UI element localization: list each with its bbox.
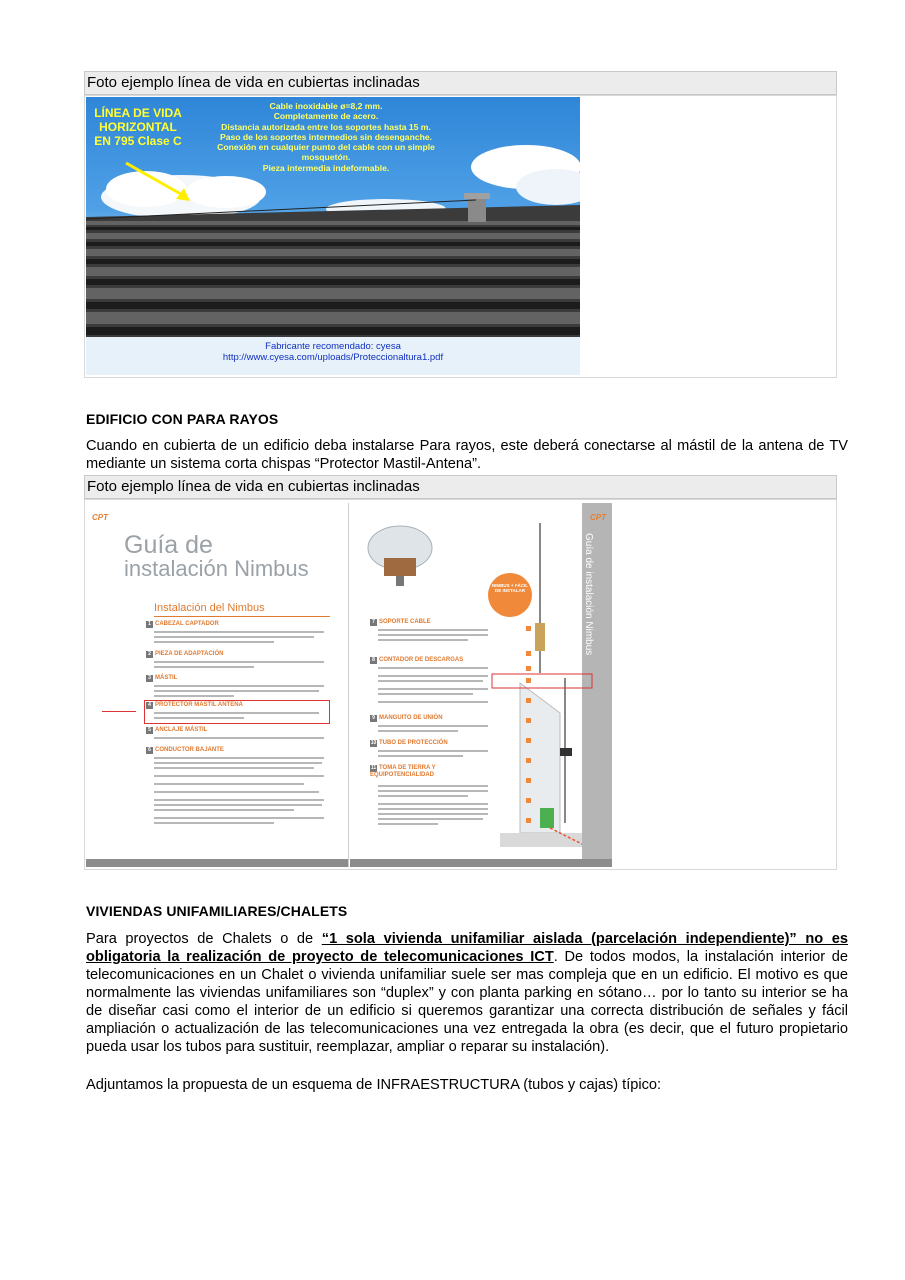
page-footer-bar — [86, 859, 348, 867]
section-paragraph-infrastructure: Adjuntamos la propuesta de un esquema de INFRAESTRUCTURA (tubos y cajas) típico: — [86, 1077, 662, 1093]
text-placeholder — [378, 629, 488, 631]
section-paragraph-chalets — [86, 930, 848, 1056]
text-placeholder — [378, 680, 483, 682]
text-placeholder — [154, 799, 324, 801]
section-label: MANGUITO DE UNIÓN — [379, 715, 443, 721]
text-placeholder — [154, 804, 322, 806]
brochure-subtitle: Instalación del Nimbus — [154, 602, 265, 614]
text-placeholder — [378, 730, 458, 732]
text-placeholder — [378, 795, 468, 797]
text-placeholder — [154, 695, 234, 697]
arrow-line — [102, 711, 136, 712]
brochure-section — [146, 747, 224, 754]
text-placeholder — [378, 785, 488, 787]
section-label: TUBO DE PROTECCIÓN — [379, 740, 448, 746]
lifeline-label-line: LÍNEA DE VIDA — [94, 106, 182, 120]
guide-title-line: Guía de — [124, 531, 213, 559]
nimbus-badge: NIMBUS + FÁCIL DE INSTALAR — [491, 583, 529, 593]
guide-title — [124, 533, 309, 581]
section-label: SOPORTE CABLE — [379, 619, 431, 625]
text-placeholder — [154, 791, 319, 793]
section-number: 10 — [370, 740, 377, 746]
paragraph-text: Para proyectos de Chalets o de — [86, 931, 322, 947]
brochure-section — [370, 657, 463, 664]
paragraph-text: . De todos modos, la instalación interior de telecomunicaciones en un Chalet o vivienda unifamiliar suele ser mas compleja que en un edificio. El motivo es que normalmente las viviendas unifamiliares son “duplex” y con planta parking en sótano… por lo tanto su interior se ha de diseñar casi como el interior de un edificio si queremos garantizar una correcta distribución de señales y fácil ampliación o actualización de las telecomunicaciones una vez entregada la obra (es decir, que el futuro propietario pueda usar los tubos para sustituir, reemplazar, ampliar o reparar su instalación). — [86, 949, 848, 1055]
spec-line: mosquetón. — [301, 152, 351, 163]
brochure-section — [370, 619, 431, 626]
roof-lifeline-photo — [86, 97, 580, 375]
text-placeholder — [378, 701, 488, 703]
text-placeholder — [378, 813, 488, 815]
section-label: PIEZA DE ADAPTACIÓN — [155, 651, 224, 657]
brochure-section — [146, 675, 177, 682]
section-number: 1 — [146, 621, 153, 628]
text-placeholder — [154, 631, 324, 633]
lifeline-label-line: HORIZONTAL — [99, 120, 177, 134]
text-placeholder — [378, 750, 488, 752]
text-placeholder — [154, 690, 319, 692]
section-number: 4 — [146, 702, 153, 709]
cpt-logo: CPT — [590, 513, 606, 522]
section-label: MÁSTIL — [155, 675, 178, 681]
caption-text: Foto ejemplo línea de vida en cubiertas inclinadas — [87, 478, 420, 495]
text-placeholder — [378, 688, 488, 690]
manufacturer-line: Fabricante recomendado: cyesa — [265, 341, 401, 352]
text-placeholder — [154, 685, 324, 687]
text-placeholder — [378, 818, 483, 820]
text-placeholder — [154, 636, 314, 638]
text-placeholder — [378, 755, 463, 757]
spec-line: Paso de los soportes intermedios sin desenganche. — [219, 131, 433, 142]
text-placeholder — [378, 634, 488, 636]
figure-caption-1 — [84, 71, 837, 95]
spec-line: Completamente de acero. — [273, 111, 379, 122]
section-label: CONDUCTOR BAJANTE — [155, 747, 224, 753]
brochure-page-left — [86, 503, 349, 867]
section-number: 7 — [370, 619, 377, 626]
cpt-logo: CPT — [92, 513, 108, 522]
section-label: CONTADOR DE DESCARGAS — [379, 657, 464, 663]
text-placeholder — [154, 661, 324, 663]
brochure-section — [370, 740, 448, 747]
text-placeholder — [154, 757, 324, 759]
section-number: 11 — [370, 765, 377, 771]
text-placeholder — [378, 667, 488, 669]
section-label: PROTECTOR MÁSTIL ANTENA — [155, 702, 243, 708]
brochure-section — [370, 715, 443, 722]
section-number: 3 — [146, 675, 153, 682]
section-heading-lightning: EDIFICIO CON PARA RAYOS — [86, 411, 279, 427]
cable-specs — [206, 101, 446, 173]
spec-line: Pieza intermedia indeformable. — [262, 162, 390, 173]
text-placeholder — [378, 790, 488, 792]
figure-caption-2 — [84, 475, 837, 499]
text-placeholder — [154, 666, 254, 668]
text-placeholder — [154, 783, 304, 785]
lifeline-label — [90, 106, 186, 148]
text-placeholder — [154, 775, 324, 777]
text-placeholder — [378, 808, 488, 810]
brochure-section — [146, 651, 223, 658]
text-placeholder — [154, 712, 319, 714]
text-placeholder — [378, 693, 473, 695]
manufacturer-url[interactable]: http://www.cyesa.com/uploads/Proteccionaltura1.pdf — [222, 352, 444, 363]
text-placeholder — [154, 809, 294, 811]
brochure-section — [370, 765, 490, 778]
manufacturer-info — [86, 341, 580, 363]
section-number: 2 — [146, 651, 153, 658]
text-placeholder — [378, 675, 488, 677]
section-number: 9 — [370, 715, 377, 722]
text-placeholder — [154, 641, 274, 643]
divider — [154, 616, 330, 617]
spec-line: Conexión en cualquier punto del cable con un simple — [217, 142, 435, 153]
section-heading-chalets: VIVIENDAS UNIFAMILIARES/CHALETS — [86, 903, 348, 919]
text-placeholder — [378, 803, 488, 805]
text-placeholder — [378, 823, 438, 825]
text-placeholder — [378, 639, 468, 641]
section-number: 5 — [146, 727, 153, 734]
brochure-section — [146, 727, 207, 734]
text-placeholder — [154, 822, 274, 824]
text-placeholder — [378, 725, 488, 727]
caption-text: Foto ejemplo línea de vida en cubiertas inclinadas — [87, 74, 420, 91]
text-placeholder — [154, 767, 314, 769]
brochure-section — [146, 702, 243, 709]
brochure-section — [146, 621, 219, 628]
section-number: 6 — [146, 747, 153, 754]
text-placeholder — [154, 737, 324, 739]
text-placeholder — [154, 817, 324, 819]
section-label: CABEZAL CAPTADOR — [155, 621, 219, 627]
text-placeholder — [154, 717, 244, 719]
text-placeholder — [154, 762, 322, 764]
spec-line: Cable inoxidable ø=8,2 mm. — [269, 101, 383, 111]
section-paragraph-lightning: Cuando en cubierta de un edificio deba instalarse Para rayos, este deberá conectarse al mástil de la antena de TV mediante un sistema corta chispas “Protector Mastil-Antena”. — [86, 438, 848, 472]
paragraph-emphasis: “1 sola vivienda unifamiliar aislada (parcelación independiente)” no es obligatoria la realización de proyecto de telecomunicaciones ICT — [86, 931, 848, 965]
side-title: Guía de instalación Nimbus — [583, 533, 594, 656]
section-label: TOMA DE TIERRA Y EQUIPOTENCIALIDAD — [370, 765, 436, 778]
brochure-page-right — [350, 503, 612, 867]
section-label: ANCLAJE MÁSTIL — [155, 727, 208, 733]
lifeline-label-line: EN 795 Clase C — [94, 134, 182, 148]
section-number: 8 — [370, 657, 377, 664]
page-footer-bar — [350, 859, 612, 867]
guide-title-line: instalación Nimbus — [124, 556, 309, 581]
spec-line: Distancia autorizada entre los soportes hasta 15 m. — [221, 121, 431, 132]
